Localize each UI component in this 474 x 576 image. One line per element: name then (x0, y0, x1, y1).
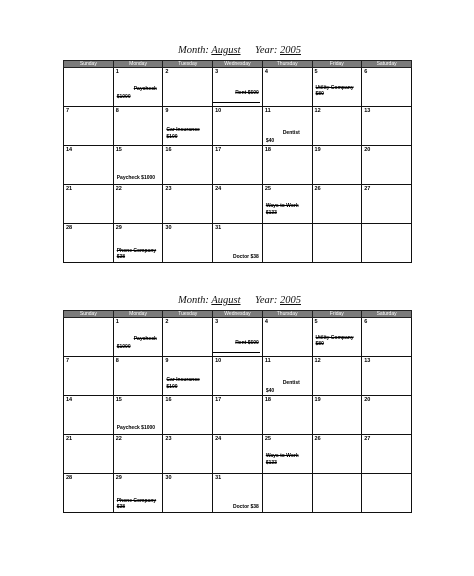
weekday-header: Sunday (64, 61, 114, 68)
calendar-2 (63, 292, 412, 513)
weekday-header: Saturday (362, 61, 412, 68)
day-number: 8 (115, 358, 119, 364)
event-paycheck: Paycheck $1000 (116, 175, 156, 181)
day-cell (213, 357, 263, 396)
event-dentist-amount: $40 (265, 138, 275, 144)
day-number: 10 (215, 108, 222, 114)
day-number: 12 (314, 108, 321, 114)
event-car-insurance: Car Insurance (166, 127, 200, 133)
day-number: 28 (66, 475, 73, 481)
day-number: 15 (115, 147, 122, 153)
day-number: 5 (314, 69, 318, 75)
weekday-header: Saturday (362, 311, 412, 318)
day-cell (362, 318, 412, 357)
day-number: 2 (165, 319, 169, 325)
day-cell (362, 185, 412, 224)
event-rent: Rent $600 (235, 90, 259, 96)
day-cell (113, 146, 163, 185)
event-paycheck: Paycheck (133, 86, 157, 92)
day-cell (64, 396, 114, 435)
day-cell (213, 224, 263, 263)
day-number: 30 (165, 225, 172, 231)
year-value: 2005 (280, 295, 301, 306)
day-cell (213, 185, 263, 224)
day-cell (64, 318, 114, 357)
day-cell (64, 224, 114, 263)
day-number: 4 (264, 69, 268, 75)
day-number: 29 (115, 225, 122, 231)
event-utility: Utility Company (315, 85, 354, 91)
event-rent: Rent $600 (235, 340, 259, 346)
day-cell (64, 107, 114, 146)
day-cell (213, 474, 263, 513)
event-phone-company: Phone Company (116, 498, 157, 504)
day-number: 13 (364, 108, 371, 114)
event-car-insurance-amount: $100 (166, 384, 178, 390)
day-cell (113, 107, 163, 146)
event-paycheck-amount: $1000 (116, 344, 131, 350)
day-number: 21 (66, 186, 73, 192)
event-paycheck: Paycheck (133, 336, 157, 342)
day-number: 6 (364, 69, 368, 75)
day-cell (362, 146, 412, 185)
day-number: 24 (215, 436, 222, 442)
day-number: 19 (314, 397, 321, 403)
day-number: 22 (115, 186, 122, 192)
day-cell (312, 68, 362, 107)
event-car-insurance: Car Insurance (166, 377, 200, 383)
day-cell (64, 68, 114, 107)
day-number: 28 (66, 225, 73, 231)
day-number: 10 (215, 358, 222, 364)
day-cell (213, 396, 263, 435)
week-row (64, 68, 412, 107)
day-cell (312, 146, 362, 185)
day-number: 27 (364, 186, 371, 192)
event-phone-company: Phone Company (116, 248, 157, 254)
event-dentist-amount: $40 (265, 388, 275, 394)
arrow-line (213, 102, 260, 103)
year-heading (255, 295, 301, 306)
day-number: 14 (66, 397, 73, 403)
day-cell (262, 396, 312, 435)
day-number: 11 (264, 358, 271, 364)
day-cell (163, 224, 213, 263)
day-cell (312, 474, 362, 513)
event-doctor: Doctor $38 (232, 504, 259, 510)
day-cell (64, 474, 114, 513)
day-cell (113, 474, 163, 513)
day-number: 21 (66, 436, 73, 442)
day-cell (362, 396, 412, 435)
day-number: 8 (115, 108, 119, 114)
day-cell (362, 107, 412, 146)
day-number: 24 (215, 186, 222, 192)
day-number: 18 (264, 397, 271, 403)
week-row (64, 396, 412, 435)
week-row (64, 146, 412, 185)
day-number: 31 (215, 225, 222, 231)
day-cell (64, 435, 114, 474)
day-cell (113, 224, 163, 263)
year-label: Year: (255, 295, 278, 306)
day-cell (213, 318, 263, 357)
day-cell (362, 224, 412, 263)
day-cell (312, 435, 362, 474)
day-number: 7 (66, 358, 70, 364)
calendar-grid (63, 60, 412, 263)
day-number: 2 (165, 69, 169, 75)
year-label: Year: (255, 45, 278, 56)
day-cell (262, 107, 312, 146)
day-number: 26 (314, 436, 321, 442)
day-number: 16 (165, 147, 172, 153)
week-row (64, 318, 412, 357)
day-cell (113, 357, 163, 396)
day-cell (163, 435, 213, 474)
day-number: 6 (364, 319, 368, 325)
day-cell (213, 68, 263, 107)
day-cell (113, 318, 163, 357)
day-number: 23 (165, 436, 172, 442)
day-number: 20 (364, 397, 371, 403)
weekday-header-row (64, 61, 412, 68)
weekday-header: Sunday (64, 311, 114, 318)
weekday-header: Friday (312, 311, 362, 318)
day-cell (312, 357, 362, 396)
weekday-header: Thursday (262, 61, 312, 68)
day-cell (113, 68, 163, 107)
day-number: 17 (215, 147, 222, 153)
day-number: 29 (115, 475, 122, 481)
day-cell (262, 318, 312, 357)
day-cell (163, 185, 213, 224)
day-cell (262, 435, 312, 474)
event-dentist: Dentist (282, 130, 300, 136)
day-number: 31 (215, 475, 222, 481)
day-cell (64, 357, 114, 396)
day-number: 25 (264, 436, 271, 442)
day-number: 16 (165, 397, 172, 403)
day-cell (262, 185, 312, 224)
month-heading (178, 45, 241, 56)
day-number: 15 (115, 397, 122, 403)
calendar-grid (63, 310, 412, 513)
event-ways-to-work-amount: $133 (265, 460, 277, 466)
day-cell (113, 435, 163, 474)
weekday-header: Monday (113, 311, 163, 318)
week-row (64, 185, 412, 224)
weekday-header: Wednesday (213, 311, 263, 318)
weekday-header: Tuesday (163, 61, 213, 68)
day-number: 3 (215, 69, 219, 75)
day-number: 19 (314, 147, 321, 153)
week-row (64, 435, 412, 474)
calendar-title (63, 42, 412, 60)
day-number: 26 (314, 186, 321, 192)
week-row (64, 107, 412, 146)
event-car-insurance-amount: $100 (166, 134, 178, 140)
day-number: 22 (115, 436, 122, 442)
day-number: 7 (66, 108, 70, 114)
event-paycheck-amount: $1000 (116, 94, 131, 100)
weekday-header-row (64, 311, 412, 318)
day-number: 11 (264, 108, 271, 114)
calendar-1 (63, 42, 412, 263)
event-ways-to-work-amount: $133 (265, 210, 277, 216)
event-paycheck: Paycheck $1000 (116, 425, 156, 431)
day-number: 1 (115, 319, 119, 325)
day-cell (262, 68, 312, 107)
month-value: August (211, 45, 241, 56)
day-number: 5 (314, 319, 318, 325)
day-cell (163, 68, 213, 107)
day-cell (312, 396, 362, 435)
day-number: 30 (165, 475, 172, 481)
event-dentist: Dentist (282, 380, 300, 386)
day-cell (312, 318, 362, 357)
day-number: 27 (364, 436, 371, 442)
weekday-header: Monday (113, 61, 163, 68)
day-cell (213, 107, 263, 146)
day-number: 1 (115, 69, 119, 75)
day-number: 17 (215, 397, 222, 403)
day-number: 20 (364, 147, 371, 153)
arrow-line (213, 352, 260, 353)
day-cell (213, 435, 263, 474)
month-value: August (211, 295, 241, 306)
event-phone-company-amount: $38 (116, 504, 126, 510)
year-heading (255, 45, 301, 56)
week-row (64, 474, 412, 513)
day-cell (262, 357, 312, 396)
month-label: Month: (178, 295, 209, 306)
day-cell (362, 357, 412, 396)
day-number: 3 (215, 319, 219, 325)
day-cell (64, 185, 114, 224)
month-heading (178, 295, 241, 306)
weekday-header: Friday (312, 61, 362, 68)
day-number: 12 (314, 358, 321, 364)
event-phone-company-amount: $38 (116, 254, 126, 260)
day-cell (262, 474, 312, 513)
event-utility-amount: $80 (315, 341, 324, 347)
day-cell (163, 318, 213, 357)
calendar-title (63, 292, 412, 310)
day-cell (163, 357, 213, 396)
day-cell (213, 146, 263, 185)
day-cell (163, 146, 213, 185)
year-value: 2005 (280, 45, 301, 56)
day-cell (163, 107, 213, 146)
month-label: Month: (178, 45, 209, 56)
day-number: 18 (264, 147, 271, 153)
day-number: 9 (165, 108, 169, 114)
day-cell (362, 68, 412, 107)
day-cell (312, 224, 362, 263)
day-cell (113, 185, 163, 224)
day-cell (262, 146, 312, 185)
week-row (64, 357, 412, 396)
day-cell (312, 185, 362, 224)
day-cell (362, 435, 412, 474)
day-number: 9 (165, 358, 169, 364)
weekday-header: Thursday (262, 311, 312, 318)
day-number: 25 (264, 186, 271, 192)
day-cell (64, 146, 114, 185)
day-cell (312, 107, 362, 146)
day-cell (262, 224, 312, 263)
weekday-header: Tuesday (163, 311, 213, 318)
day-cell (113, 396, 163, 435)
week-row (64, 224, 412, 263)
day-number: 13 (364, 358, 371, 364)
event-doctor: Doctor $38 (232, 254, 259, 260)
weekday-header: Wednesday (213, 61, 263, 68)
day-number: 4 (264, 319, 268, 325)
day-number: 14 (66, 147, 73, 153)
day-cell (163, 396, 213, 435)
event-utility: Utility Company (315, 335, 354, 341)
day-number: 23 (165, 186, 172, 192)
day-cell (362, 474, 412, 513)
event-utility-amount: $80 (315, 91, 324, 97)
event-ways-to-work: Ways to Work (265, 203, 299, 209)
event-ways-to-work: Ways to Work (265, 453, 299, 459)
day-cell (163, 474, 213, 513)
